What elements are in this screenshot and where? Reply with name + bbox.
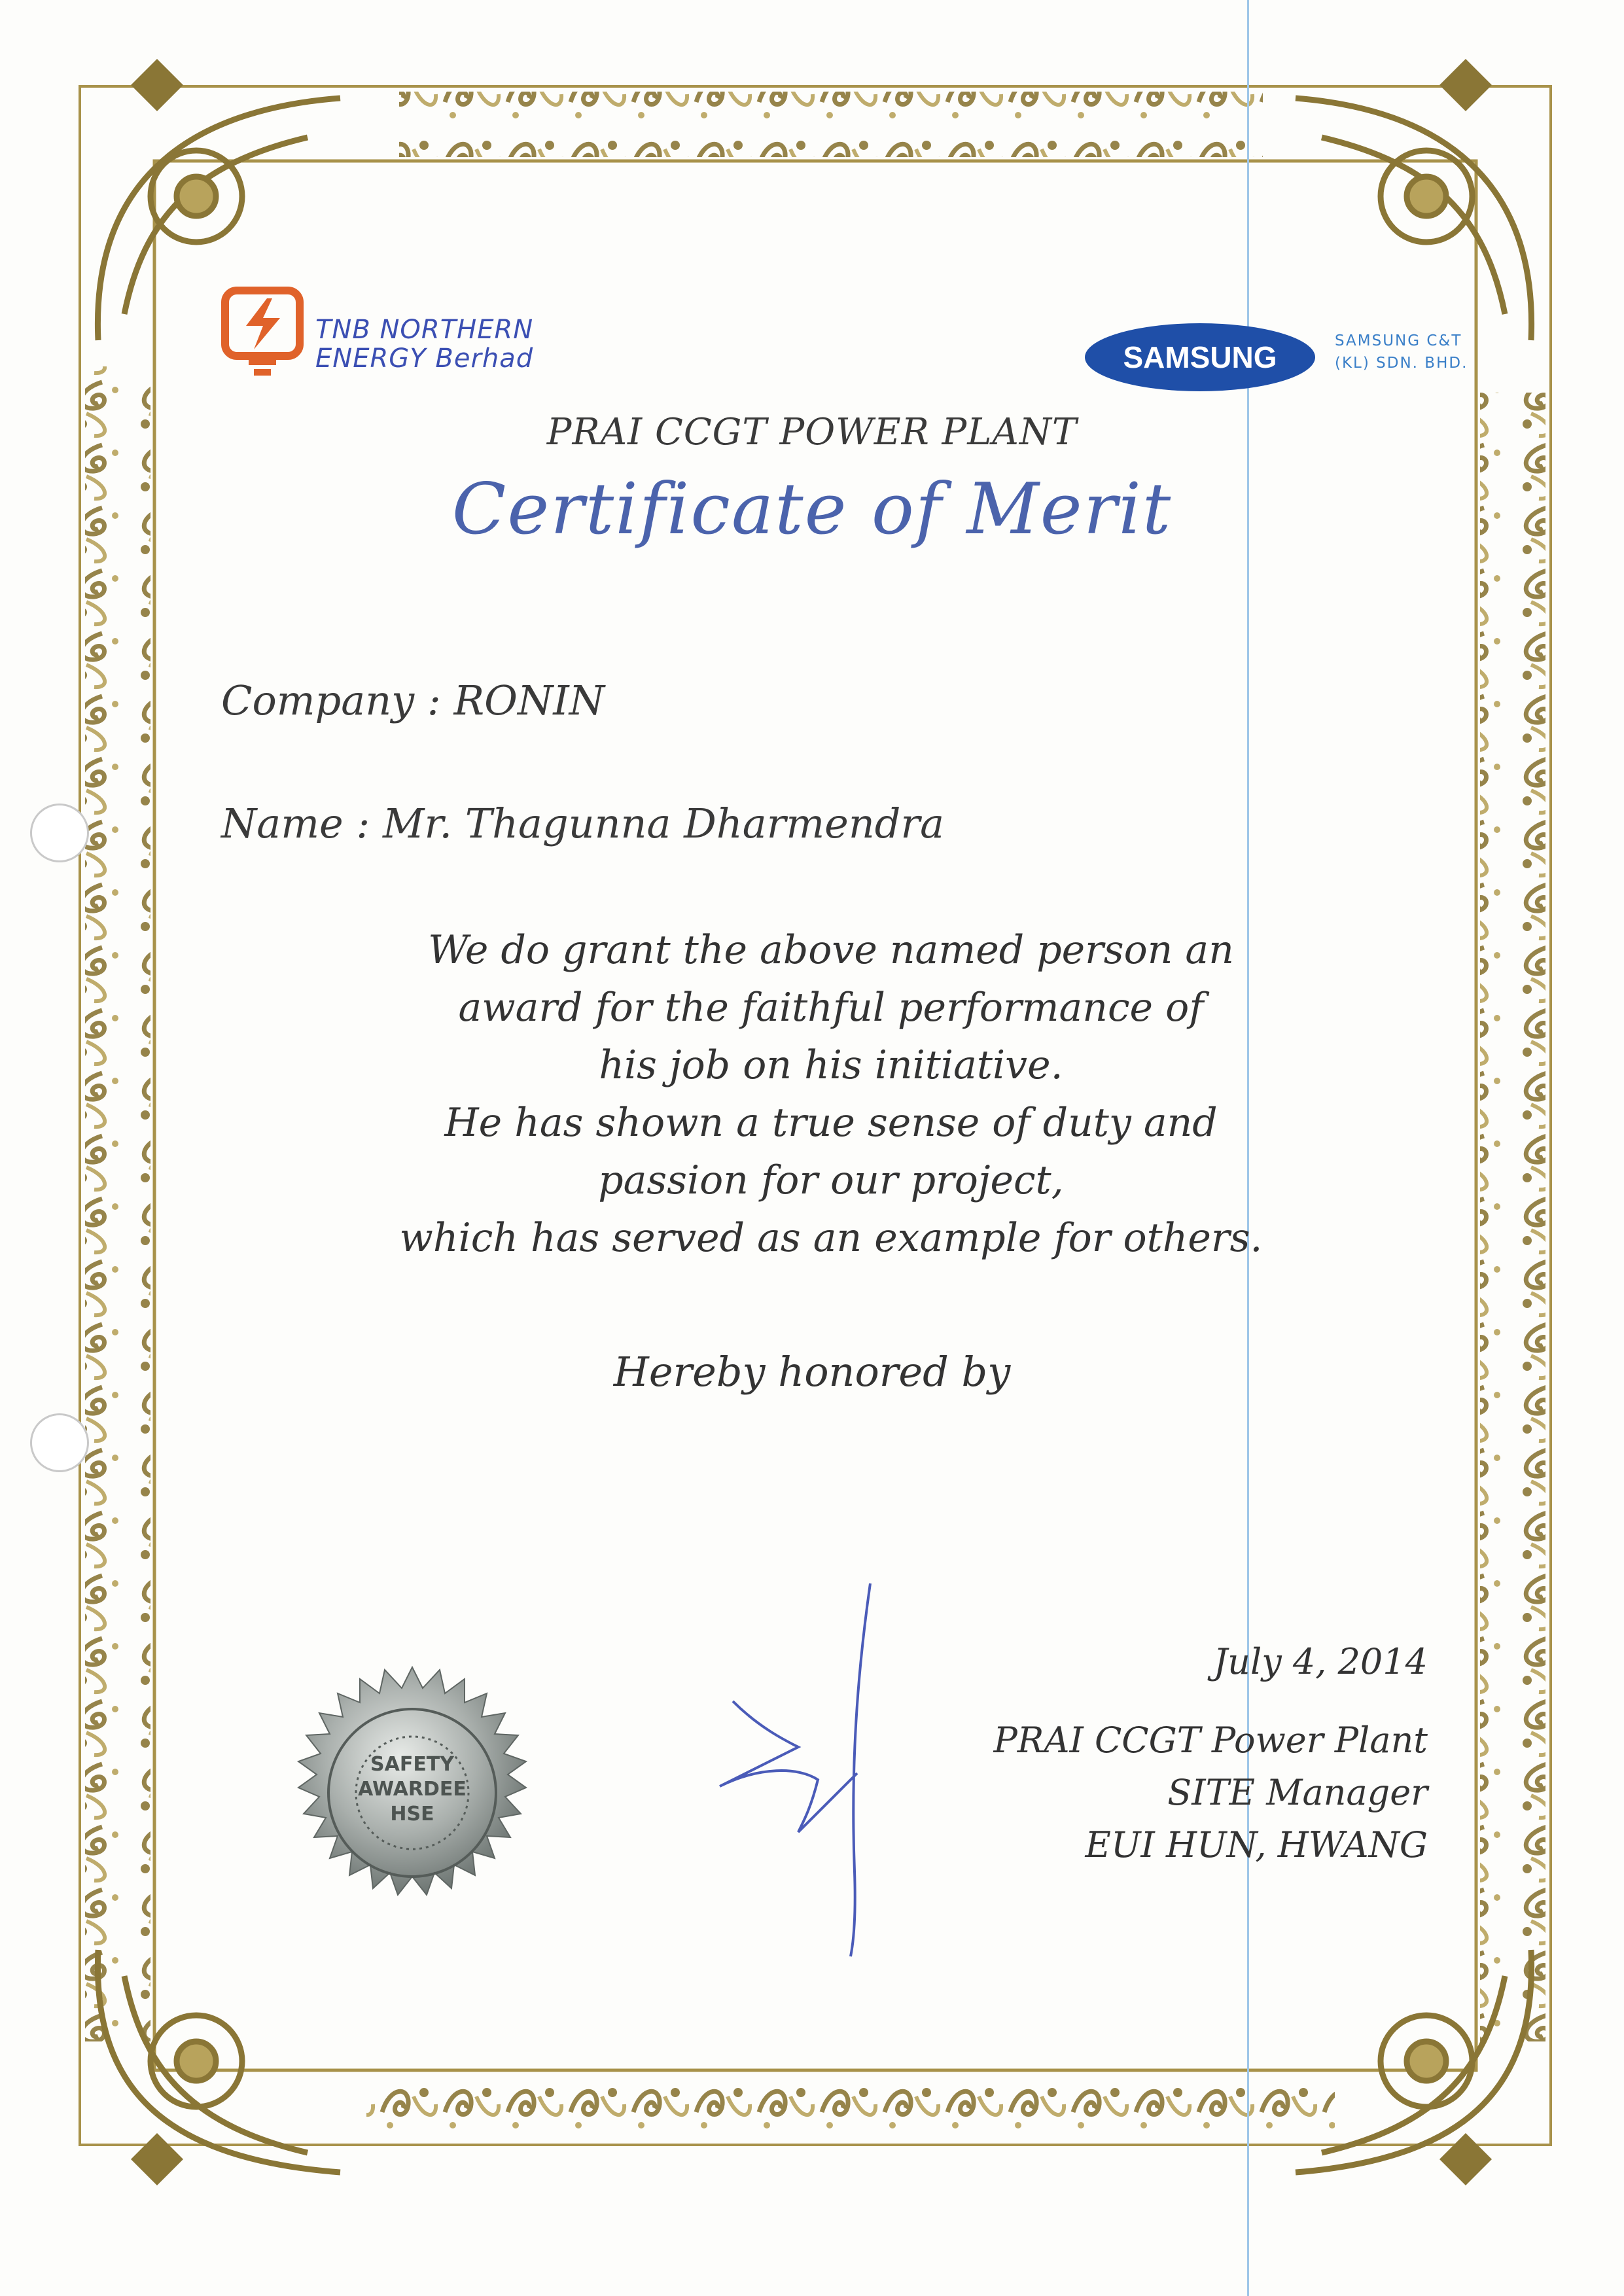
tnb-logo-text <box>315 315 533 373</box>
award-date: July 4, 2014 <box>1213 1641 1428 1682</box>
seal-center-line3: HSE <box>390 1803 434 1826</box>
silver-foil-seal-icon <box>262 1662 563 1963</box>
citation-line: We do grant the above named person an <box>428 927 1234 973</box>
signatory-org: PRAI CCGT Power Plant <box>993 1720 1428 1761</box>
seal-center-line1: SAFETY <box>370 1753 454 1776</box>
samsung-sub-line1: SAMSUNG C&T <box>1335 332 1462 349</box>
citation-line: He has shown a true sense of duty and <box>444 1100 1218 1146</box>
company-label: Company : <box>221 677 454 724</box>
citation-line: passion for our project, <box>598 1157 1064 1203</box>
company-field <box>221 677 605 724</box>
signatory-name: EUI HUN, HWANG <box>1085 1824 1428 1865</box>
punch-hole <box>30 1413 89 1472</box>
samsung-logo <box>1082 319 1318 398</box>
signature-block <box>993 1636 1428 1871</box>
tnb-lightning-logo-icon <box>220 285 305 383</box>
name-field <box>221 800 944 847</box>
citation-line: which has served as an example for others. <box>399 1215 1263 1261</box>
certificate-title: Certificate of Merit <box>451 468 1173 550</box>
seal-center-line2: AWARDEE <box>358 1778 467 1801</box>
punch-hole <box>30 804 89 862</box>
citation-body <box>222 921 1439 1267</box>
name-value: Mr. Thagunna Dharmendra <box>383 800 945 847</box>
plant-heading: PRAI CCGT POWER PLANT <box>546 411 1078 453</box>
citation-line: his job on his initiative. <box>599 1042 1063 1088</box>
tnb-line2: ENERGY Berhad <box>315 344 534 374</box>
samsung-wordmark: SAMSUNG <box>1123 340 1277 374</box>
tnb-line1: TNB NORTHERN <box>315 315 534 345</box>
honored-by: Hereby honored by <box>613 1348 1011 1396</box>
signatory-title: SITE Manager <box>1167 1772 1428 1813</box>
citation-line: award for the faithful performance of <box>458 985 1204 1031</box>
samsung-sub-line2: (KL) SDN. BHD. <box>1335 355 1468 372</box>
company-value: RONIN <box>453 677 605 724</box>
samsung-subsidiary <box>1335 330 1468 374</box>
name-label: Name : <box>221 800 383 847</box>
handwritten-signature <box>707 1570 916 1963</box>
